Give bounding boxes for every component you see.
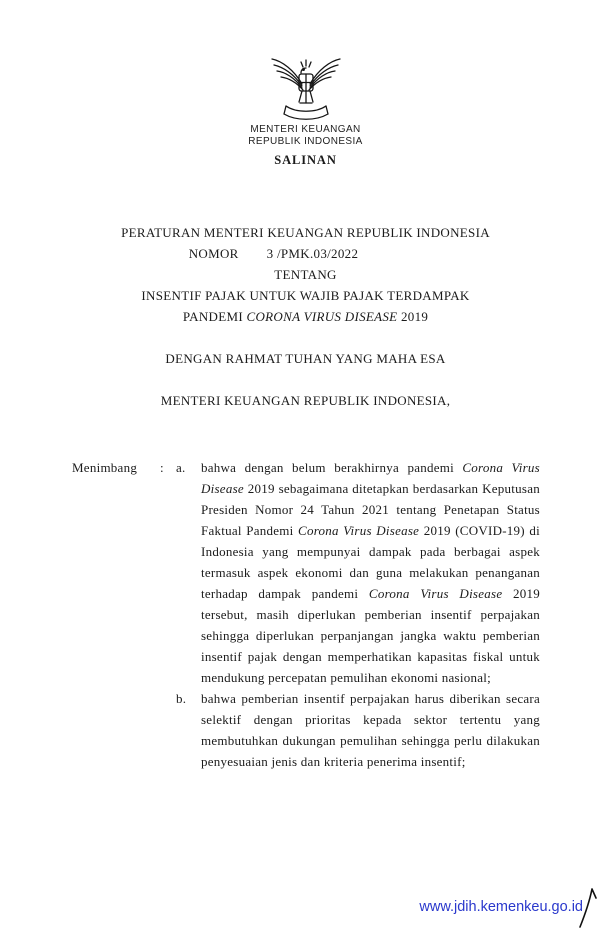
title-block [0,222,611,411]
ministry-name: MENTERI KEUANGAN [250,124,361,135]
authority-line: MENTERI KEUANGAN REPUBLIK INDONESIA, [160,393,451,408]
item-marker: a. [176,460,186,475]
subject-line-2: PANDEMI CORONA VIRUS DISEASE 2019 [182,309,429,324]
spacer [0,327,611,348]
menimbang-label: Menimbang [72,460,138,475]
regulation-title-line: PERATURAN MENTERI KEUANGAN REPUBLIK INDONESIA [121,225,490,240]
menimbang-grid [72,457,540,772]
spacer [0,369,611,390]
item-text: bahwa dengan belum berakhirnya pandemi Corona Virus Disease 2019 sebagaimana ditetapkan berdasarkan Keputusan Presiden Nomor 24 Tahun 2021 tentang Penetapan Status Faktual Pandemi Corona Virus Disease 2019 (COVID-19) di Indonesia yang mempunyai dampak pada berbagai aspek termasuk aspek ekonomi dan guna melakukan penanganan terhadap dampak pandemi Corona Virus Disease 2019 tersebut, masih diperlukan pemberian insentif perpajakan sehingga diperlukan perpanjangan jangka waktu pemberian insentif pajak dengan memperhatikan kapasitas fiskal untuk mendukung percepatan pemulihan ekonomi nasional; [201,460,541,685]
salinan-label: SALINAN [274,153,337,167]
consideration-item-a [176,457,540,688]
nomor-value: 3 /PMK.03/2022 [266,246,359,261]
subject-line-1: INSENTIF PAJAK UNTUK WAJIB PAJAK TERDAMPAK [141,288,470,303]
item-text: bahwa pemberian insentif perpajakan harus diberikan secara selektif dengan prioritas kepada sektor tertentu yang membutuhkan dukungan pemulihan sehingga perlu dilakukan penyesuaian jenis dan kriteria penerima insentif; [201,691,540,769]
menimbang-colon: : [160,460,164,475]
invocation-line: DENGAN RAHMAT TUHAN YANG MAHA ESA [165,351,446,366]
item-marker: b. [176,691,187,706]
menimbang-section [0,457,611,772]
letterhead [0,0,611,168]
garuda-pancasila-emblem-icon [268,44,344,122]
consideration-item-b [176,688,540,772]
menimbang-items [176,457,540,772]
jdih-url-link[interactable]: www.jdih.kemenkeu.go.id [419,899,583,915]
tentang-label: TENTANG [274,267,337,282]
republic-name: REPUBLIK INDONESIA [248,136,363,147]
nomor-line [0,243,579,264]
paraph-signature-icon [577,886,599,930]
nomor-label: NOMOR [188,246,239,261]
